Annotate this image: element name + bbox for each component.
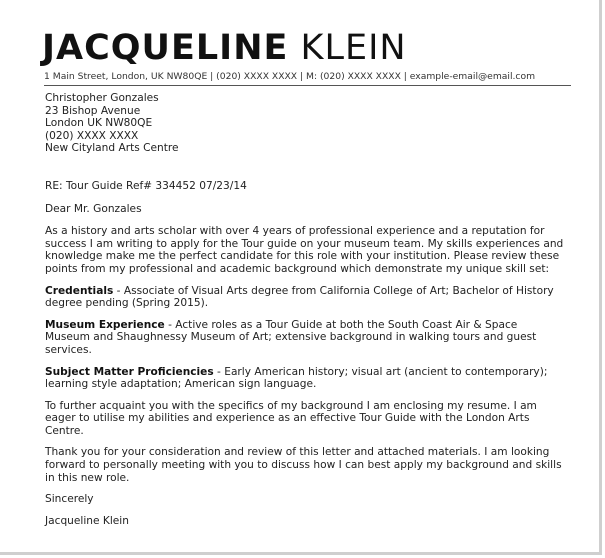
recipient-name: Christopher Gonzales [45, 92, 159, 104]
salutation: Dear Mr. Gonzales [45, 202, 142, 215]
applicant-name [42, 28, 407, 68]
point-label: Subject Matter Proficiencies [45, 365, 214, 378]
intro-paragraph: As a history and arts scholar with over 4 years of professional experience and a reputation for success I am writing to apply for the Tour guide on your museum team. My skills experiences and knowledge make me the perfect candidate for this role with your institution. Please review these points from my professional and academic background which demonstrate my unique skill set: [45, 225, 564, 275]
point-label: Museum Experience [45, 318, 165, 331]
recipient-street: 23 Bishop Avenue [45, 104, 141, 117]
recipient-address [45, 92, 565, 155]
letter-body [45, 92, 565, 527]
thank-you-paragraph: Thank you for your consideration and review of this letter and attached materials. I am looking forward to personally meeting with you to discuss how I can best apply my background and skills in this new role. [45, 446, 562, 484]
reference-line: RE: Tour Guide Ref# 334452 07/23/14 [45, 179, 247, 192]
recipient-phone: (020) XXXX XXXX [45, 129, 139, 142]
point-text: - Associate of Visual Arts degree from California College of Art; Bachelor of History degree pending (Spring 2015). [45, 284, 554, 310]
point-label: Credentials [45, 284, 114, 297]
point-subject-matter [45, 366, 565, 391]
closing: Sincerely [45, 493, 94, 506]
applicant-first-name: JACQUELINE [42, 28, 289, 68]
contact-line: 1 Main Street, London, UK NW80QE | (020) XXXX XXXX | M: (020) XXXX XXXX | example-email@email.com [44, 71, 536, 82]
point-museum-experience [45, 319, 565, 357]
point-credentials [45, 285, 565, 310]
point-text: - Active roles as a Tour Guide at both the South Coast Air & Space Museum and Shaughnessy Museum of Art; extensive background in walking tours and guest services. [45, 318, 537, 356]
recipient-organization: New Cityland Arts Centre [45, 142, 179, 155]
point-text: - Early American history; visual art (ancient to contemporary); learning style adaptation; American sign language. [45, 365, 548, 391]
recipient-city: London UK NW80QE [45, 117, 153, 130]
applicant-last-name: KLEIN [300, 28, 407, 68]
resume-paragraph: To further acquaint you with the specifics of my background I am enclosing my resume. I am eager to utilise my abilities and experience as an effective Tour Guide with the London Arts Centre. [45, 399, 537, 437]
header-divider [44, 85, 571, 86]
signature: Jacqueline Klein [45, 514, 129, 527]
